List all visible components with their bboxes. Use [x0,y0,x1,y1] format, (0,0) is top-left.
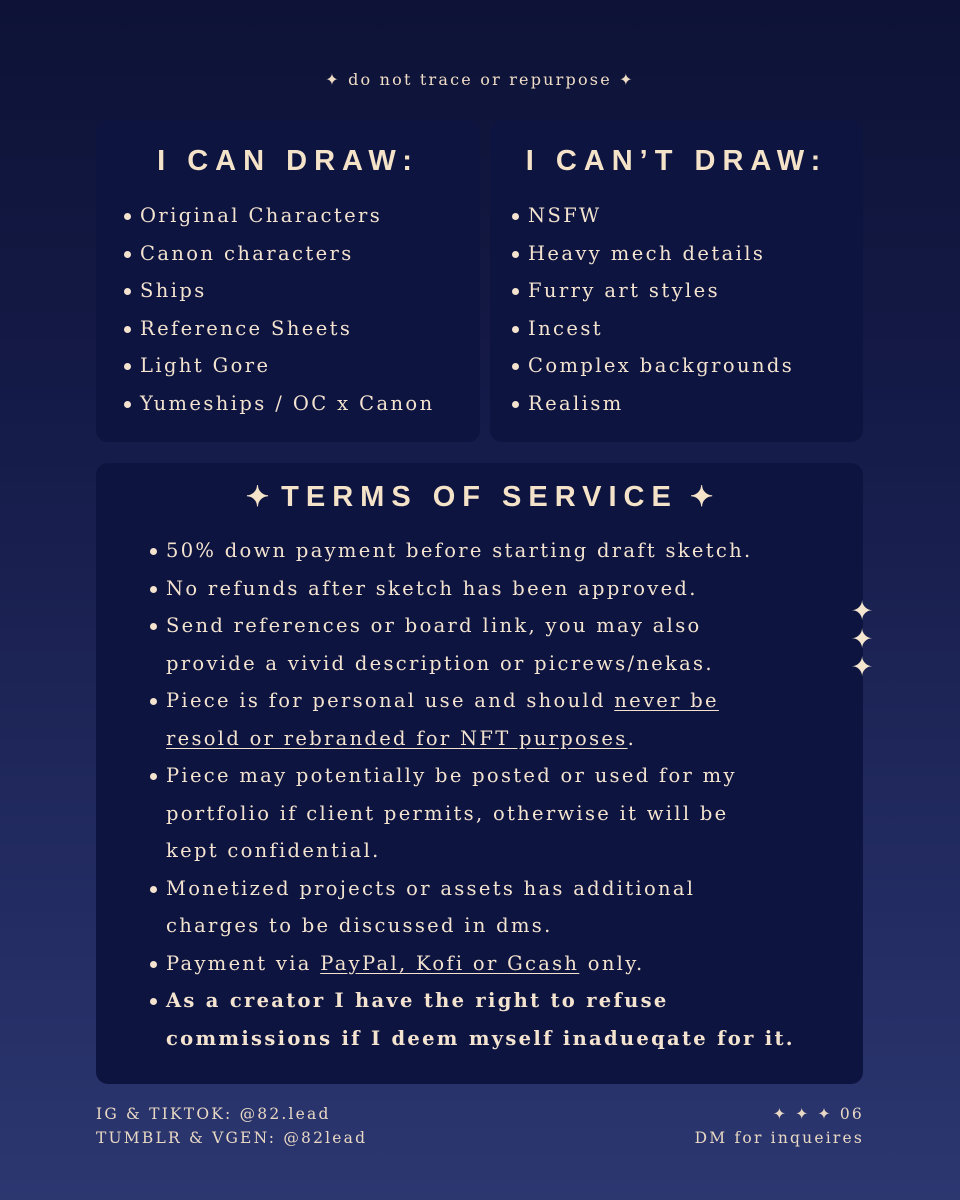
list-item: Furry art styles [510,272,794,310]
footer-info [695,1102,864,1150]
sparkle-icon: ✦ [850,624,874,655]
tos-line: kept confidential. [166,839,381,862]
tos-title: TERMS OF SERVICE [281,481,678,513]
tos-line: Piece is for personal use and should [166,689,615,712]
tos-line: Payment via [166,951,321,975]
tos-line: Piece may potentially be posted or used for my [166,764,737,787]
tos-item [148,870,795,945]
sparkle-icon: ✦ [850,652,874,683]
sparkle-icon: ✦ [850,596,874,627]
list-item: NSFW [510,197,794,235]
cant-draw-list [510,197,794,422]
ig-tiktok-handle: IG & TIKTOK: @82.lead [96,1105,331,1123]
underlined-text: resold or rebranded for NFT purposes [166,726,628,750]
list-item: Reference Sheets [122,310,435,348]
tos-line: charges to be discussed in dms. [166,914,553,937]
list-item: Yumeships / OC x Canon [122,385,435,423]
page-number: ✦ ✦ ✦ 06 [772,1105,864,1123]
list-item: Light Gore [122,347,435,385]
underlined-text: never be [614,689,719,712]
tos-line: Send references or board link, you may also [166,614,702,637]
list-item: Incest [510,310,794,348]
tos-line: commissions if I deem myself inadueqate for it. [166,1026,795,1050]
footer-socials [96,1102,367,1150]
tos-item [148,532,795,570]
tos-line: 50% down payment before starting draft sketch. [166,539,753,562]
tos-line: only. [579,951,645,975]
cant-draw-title: I CAN’T DRAW: [525,145,828,177]
tos-line: Monetized projects or assets has additional [166,876,696,900]
tos-line: As a creator I have the right to refuse [166,989,669,1012]
tos-list [148,532,795,1057]
tos-heading [96,480,863,514]
list-item: Realism [510,385,794,423]
list-item: Ships [122,272,435,310]
tos-line: portfolio if client permits, otherwise it will be [166,801,729,825]
tos-item [148,570,795,608]
tumblr-vgen-handle: TUMBLR & VGEN: @82lead [96,1129,368,1147]
list-item: Complex backgrounds [510,347,794,385]
tos-line: . [627,726,637,750]
can-draw-title: I CAN DRAW: [157,145,419,177]
tos-item [148,607,795,682]
tos-item [148,757,795,870]
sparkle-icon: ✦ [245,481,270,512]
list-item: Canon characters [122,235,435,273]
tos-item [148,682,795,757]
underlined-text: PayPal, Kofi or Gcash [320,951,580,975]
tos-line: provide a vivid description or picrews/nekas. [166,651,714,675]
top-notice: ✦ do not trace or repurpose ✦ [325,70,635,89]
tos-line: No refunds after sketch has been approved. [166,576,698,600]
list-item: Heavy mech details [510,235,794,273]
can-draw-list [122,197,435,422]
decorative-sparkles [847,598,877,682]
list-item: Original Characters [122,197,435,235]
dm-note: DM for inqueires [694,1129,864,1147]
tos-item [148,945,795,983]
sparkle-icon: ✦ [689,481,714,512]
tos-item [148,982,795,1057]
